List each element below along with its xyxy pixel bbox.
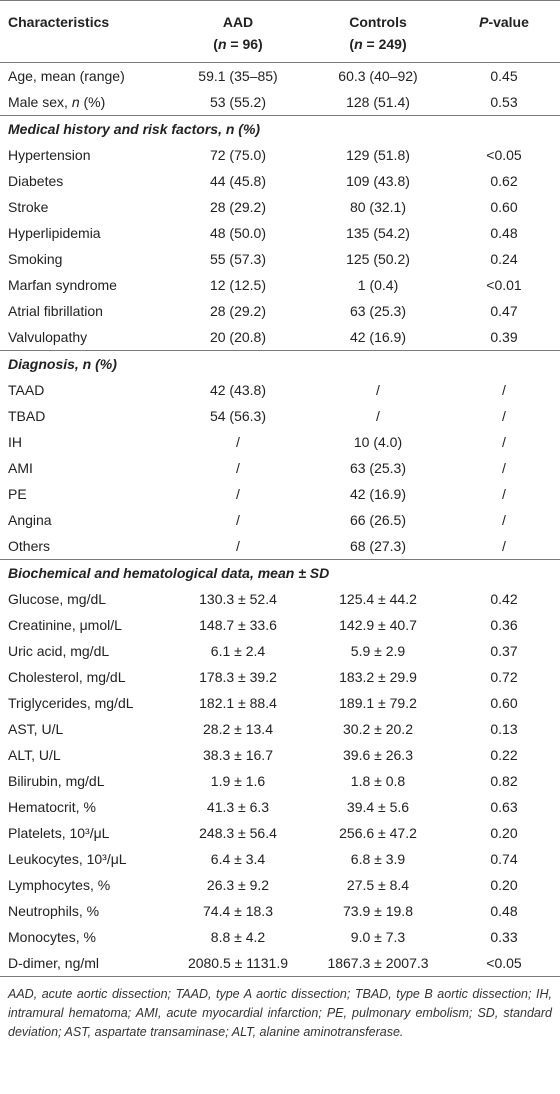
aad-value: / <box>236 460 240 476</box>
table-row <box>0 638 560 664</box>
aad-value: 20 (20.8) <box>209 329 267 345</box>
p-value: 0.62 <box>490 173 518 189</box>
aad-value: 12 (12.5) <box>209 277 267 293</box>
p-value: 0.63 <box>490 799 518 815</box>
aad-value: 44 (45.8) <box>209 173 267 189</box>
aad-value: 72 (75.0) <box>209 147 267 163</box>
controls-value: 80 (32.1) <box>349 199 407 215</box>
table-row <box>0 142 560 168</box>
p-value: 0.72 <box>490 669 518 685</box>
controls-value: / <box>376 382 380 398</box>
controls-value: 109 (43.8) <box>346 173 410 189</box>
header-characteristics: Characteristics <box>8 14 110 30</box>
controls-value: 129 (51.8) <box>346 147 410 163</box>
header-row <box>0 1 560 63</box>
aad-value: 53 (55.2) <box>209 94 267 110</box>
p-value: / <box>502 512 506 528</box>
row-label: Hematocrit, % <box>8 799 96 815</box>
aad-value: 42 (43.8) <box>209 382 267 398</box>
p-value: 0.39 <box>490 329 518 345</box>
row-label: Valvulopathy <box>8 329 88 345</box>
controls-value: 1 (0.4) <box>357 277 399 293</box>
p-value: 0.53 <box>490 94 518 110</box>
p-value: / <box>502 408 506 424</box>
aad-value: 1.9 ± 1.6 <box>210 773 266 789</box>
controls-value: 1.8 ± 0.8 <box>350 773 406 789</box>
row-label: Others <box>8 538 51 554</box>
p-value: 0.60 <box>490 199 518 215</box>
row-label: Creatinine, μmol/L <box>8 617 122 633</box>
row-label: Neutrophils, % <box>8 903 100 919</box>
row-label: Platelets, 10³/μL <box>8 825 110 841</box>
table-row <box>0 377 560 403</box>
table-row <box>0 298 560 324</box>
table-row <box>0 194 560 220</box>
table-row <box>0 168 560 194</box>
p-value: 0.20 <box>490 825 518 841</box>
row-label: Smoking <box>8 251 63 267</box>
p-value: / <box>502 460 506 476</box>
aad-value: 59.1 (35–85) <box>198 68 278 84</box>
table-row <box>0 455 560 481</box>
controls-value: 142.9 ± 40.7 <box>339 617 417 633</box>
p-value: 0.36 <box>490 617 518 633</box>
table-body <box>0 63 560 977</box>
row-label: TAAD <box>8 382 45 398</box>
row-label: Bilirubin, mg/dL <box>8 773 105 789</box>
aad-value: 130.3 ± 52.4 <box>199 591 277 607</box>
controls-value: 63 (25.3) <box>349 303 407 319</box>
table-header <box>0 1 560 63</box>
row-label: Male sex, n (%) <box>8 94 106 110</box>
section-title: Medical history and risk factors, n (%) <box>0 116 560 143</box>
row-label: Triglycerides, mg/dL <box>8 695 134 711</box>
p-value: / <box>502 538 506 554</box>
table-row <box>0 272 560 298</box>
table-row <box>0 533 560 560</box>
controls-value: 135 (54.2) <box>346 225 410 241</box>
section-biochemical <box>0 560 560 587</box>
p-value: 0.48 <box>490 225 518 241</box>
aad-value: 74.4 ± 18.3 <box>203 903 273 919</box>
aad-value: 41.3 ± 6.3 <box>206 799 270 815</box>
controls-value: 30.2 ± 20.2 <box>343 721 413 737</box>
row-label: Leukocytes, 10³/μL <box>8 851 127 867</box>
p-value: <0.05 <box>448 950 560 977</box>
table-row <box>0 403 560 429</box>
p-value: 0.22 <box>490 747 518 763</box>
aad-value: 55 (57.3) <box>209 251 267 267</box>
aad-value: / <box>236 538 240 554</box>
section-title: Diagnosis, n (%) <box>0 351 560 378</box>
controls-value: 10 (4.0) <box>353 434 403 450</box>
aad-value: 8.8 ± 4.2 <box>210 929 266 945</box>
row-label: Cholesterol, mg/dL <box>8 669 126 685</box>
controls-value: 42 (16.9) <box>349 329 407 345</box>
controls-value: 5.9 ± 2.9 <box>350 643 406 659</box>
row-label: Marfan syndrome <box>8 277 117 293</box>
controls-value: 183.2 ± 29.9 <box>339 669 417 685</box>
controls-value: 9.0 ± 7.3 <box>350 929 406 945</box>
p-value: 0.42 <box>490 591 518 607</box>
header-controls: Controls (n = 249) <box>349 14 407 52</box>
row-label: AMI <box>8 460 33 476</box>
aad-value: 248.3 ± 56.4 <box>199 825 277 841</box>
aad-value: 28.2 ± 13.4 <box>203 721 273 737</box>
table-row <box>0 664 560 690</box>
p-value: <0.01 <box>486 277 522 293</box>
table-row <box>0 586 560 612</box>
controls-value: 42 (16.9) <box>349 486 407 502</box>
aad-value: 28 (29.2) <box>209 199 267 215</box>
controls-value: 125.4 ± 44.2 <box>339 591 417 607</box>
p-value: 0.13 <box>490 721 518 737</box>
controls-value: 68 (27.3) <box>349 538 407 554</box>
p-value: 0.37 <box>490 643 518 659</box>
aad-value: / <box>236 512 240 528</box>
row-label: TBAD <box>8 408 46 424</box>
controls-value: 6.8 ± 3.9 <box>350 851 406 867</box>
table-row <box>0 820 560 846</box>
aad-value: 54 (56.3) <box>209 408 267 424</box>
section-diagnosis <box>0 351 560 378</box>
aad-value: 6.4 ± 3.4 <box>210 851 266 867</box>
row-label: Stroke <box>8 199 49 215</box>
aad-value: 26.3 ± 9.2 <box>206 877 270 893</box>
p-value: 0.20 <box>490 877 518 893</box>
row-label: IH <box>8 434 22 450</box>
controls-value: 189.1 ± 79.2 <box>339 695 417 711</box>
aad-value: 2080.5 ± 1131.9 <box>168 950 308 977</box>
header-p-value: P-value <box>479 14 529 30</box>
row-label: Hypertension <box>8 147 91 163</box>
controls-value: 60.3 (40–92) <box>338 68 418 84</box>
p-value: 0.60 <box>490 695 518 711</box>
section-medical-history <box>0 116 560 143</box>
table-row <box>0 794 560 820</box>
table-row <box>0 324 560 351</box>
table-row <box>0 924 560 950</box>
controls-value: 39.6 ± 26.3 <box>343 747 413 763</box>
table-row <box>0 220 560 246</box>
p-value: <0.05 <box>486 147 522 163</box>
p-value: 0.24 <box>490 251 518 267</box>
table-footnote: AAD, acute aortic dissection; TAAD, type A aortic dissection; TBAD, type B aortic dissection; IH, intramural hematoma; AMI, acute myocardial infarction; PE, pulmonary embolism; SD, standard deviation; AST, aspartate transaminase; ALT, alanine aminotransferase. <box>8 987 552 1039</box>
table-row <box>0 63 560 90</box>
controls-value: 66 (26.5) <box>349 512 407 528</box>
table-row <box>0 898 560 924</box>
header-aad: AAD (n = 96) <box>213 14 263 52</box>
p-value: / <box>502 382 506 398</box>
row-label: Monocytes, % <box>8 929 96 945</box>
table-row <box>0 690 560 716</box>
row-label: Hyperlipidemia <box>8 225 101 241</box>
row-label: D-dimer, ng/ml <box>0 950 168 977</box>
row-label: PE <box>8 486 27 502</box>
table-row <box>0 872 560 898</box>
row-label: Diabetes <box>8 173 64 189</box>
aad-value: / <box>236 486 240 502</box>
p-value: / <box>502 434 506 450</box>
aad-value: 38.3 ± 16.7 <box>203 747 273 763</box>
table-row <box>0 246 560 272</box>
controls-value: 73.9 ± 19.8 <box>343 903 413 919</box>
table-row <box>0 89 560 116</box>
controls-value: 1867.3 ± 2007.3 <box>308 950 448 977</box>
aad-value: / <box>236 434 240 450</box>
p-value: 0.48 <box>490 903 518 919</box>
table-row <box>0 481 560 507</box>
row-label: ALT, U/L <box>8 747 61 763</box>
row-label: Glucose, mg/dL <box>8 591 107 607</box>
table-row <box>0 612 560 638</box>
controls-value: 39.4 ± 5.6 <box>346 799 410 815</box>
table-row <box>0 846 560 872</box>
aad-value: 148.7 ± 33.6 <box>199 617 277 633</box>
table-row <box>0 716 560 742</box>
row-label: Lymphocytes, % <box>8 877 111 893</box>
row-label: Angina <box>8 512 52 528</box>
controls-value: / <box>376 408 380 424</box>
table-row <box>0 950 560 977</box>
row-label: Uric acid, mg/dL <box>8 643 110 659</box>
aad-value: 182.1 ± 88.4 <box>199 695 277 711</box>
table-row <box>0 742 560 768</box>
aad-value: 178.3 ± 39.2 <box>199 669 277 685</box>
controls-value: 128 (51.4) <box>346 94 410 110</box>
aad-value: 6.1 ± 2.4 <box>210 643 266 659</box>
controls-value: 125 (50.2) <box>346 251 410 267</box>
row-label: Atrial fibrillation <box>8 303 103 319</box>
p-value: 0.45 <box>490 68 518 84</box>
table-row <box>0 768 560 794</box>
table-row <box>0 429 560 455</box>
p-value: 0.74 <box>490 851 518 867</box>
row-label: Age, mean (range) <box>8 68 125 84</box>
controls-value: 27.5 ± 8.4 <box>346 877 410 893</box>
p-value: 0.47 <box>490 303 518 319</box>
controls-value: 63 (25.3) <box>349 460 407 476</box>
p-value: / <box>502 486 506 502</box>
p-value: 0.33 <box>490 929 518 945</box>
aad-value: 28 (29.2) <box>209 303 267 319</box>
section-title: Biochemical and hematological data, mean ± SD <box>0 560 560 587</box>
controls-value: 256.6 ± 47.2 <box>339 825 417 841</box>
table-row <box>0 507 560 533</box>
aad-value: 48 (50.0) <box>209 225 267 241</box>
p-value: 0.82 <box>490 773 518 789</box>
row-label: AST, U/L <box>8 721 64 737</box>
